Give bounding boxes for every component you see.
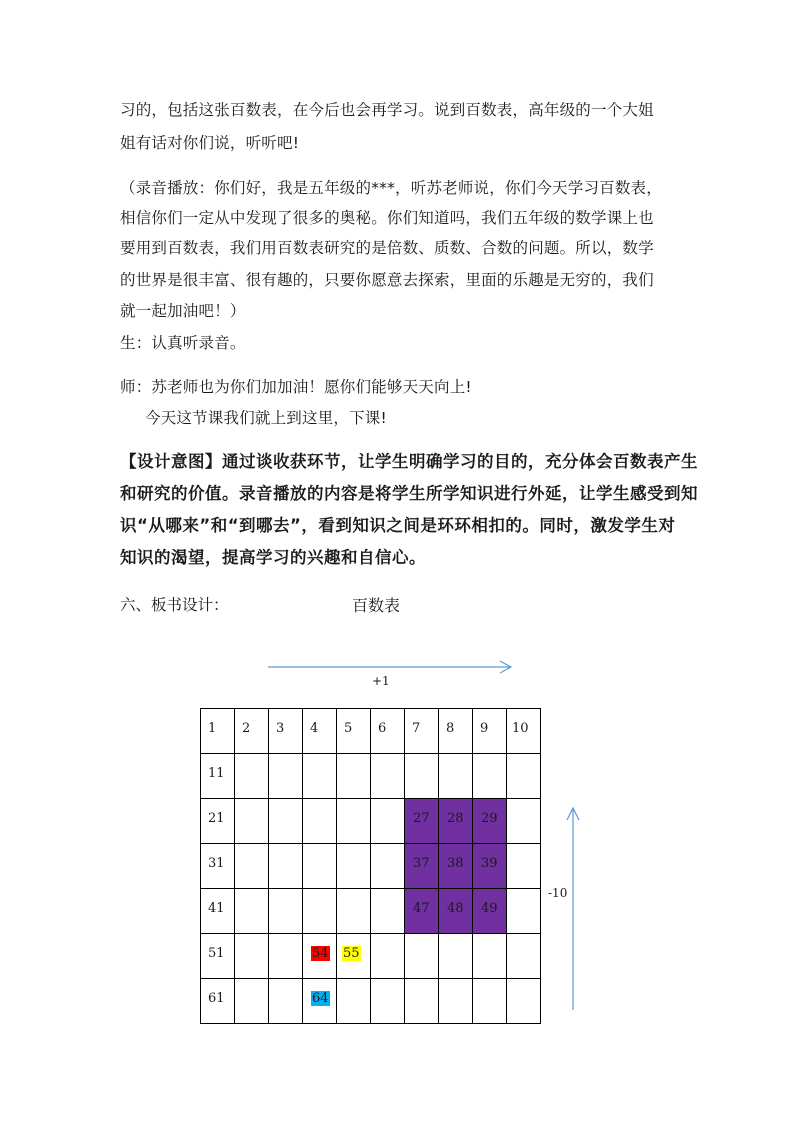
grid-cell [371, 844, 405, 889]
grid-row [201, 799, 541, 844]
grid-cell-highlighted: 48 [439, 889, 473, 934]
paragraph-line: 相信你们一定从中发现了很多的奥秘。你们知道吗，我们五年级的数学课上也 [120, 209, 654, 227]
grid-cell [507, 934, 541, 979]
grid-cell: 51 [201, 934, 235, 979]
grid-cell [235, 979, 269, 1024]
right-arrow-icon [268, 661, 511, 673]
design-intent-line: 知识的渴望，提高学习的兴趣和自信心。 [120, 548, 426, 567]
grid-cell [473, 979, 507, 1024]
grid-cell [235, 934, 269, 979]
board-title: 百数表 [352, 596, 401, 615]
grid-cell [269, 889, 303, 934]
grid-cell [337, 889, 371, 934]
grid-cell [337, 844, 371, 889]
grid-cell [269, 799, 303, 844]
grid-cell [235, 844, 269, 889]
grid-cell [337, 979, 371, 1024]
grid-cell: 7 [405, 709, 439, 754]
grid-cell-highlighted: 49 [473, 889, 507, 934]
red-marked-number: 54 [312, 946, 329, 961]
grid-cell [371, 934, 405, 979]
paragraph-line: （录音播放：你们好，我是五年级的***，听苏老师说，你们今天学习百数表， [120, 179, 662, 197]
grid-cell [235, 889, 269, 934]
paragraph-line: 就一起加油吧！） [120, 302, 246, 320]
grid-cell: 6 [371, 709, 405, 754]
grid-cell: 1 [201, 709, 235, 754]
grid-cell [507, 979, 541, 1024]
grid-cell: 10 [507, 709, 541, 754]
grid-cell [303, 844, 337, 889]
minus-ten-label: -10 [548, 886, 568, 900]
grid-cell [303, 979, 337, 1024]
paragraph-line: 姐有话对你们说，听听吧! [120, 134, 300, 152]
grid-cell [507, 889, 541, 934]
grid-cell [371, 979, 405, 1024]
grid-row [201, 709, 541, 754]
grid-cell [507, 799, 541, 844]
yellow-marked-number: 55 [343, 946, 360, 961]
grid-row [201, 889, 541, 934]
paragraph-line: 要用到百数表，我们用百数表研究的是倍数、质数、合数的问题。所以，数学 [120, 239, 654, 257]
paragraph-line: 生：认真听录音。 [120, 334, 246, 352]
grid-row [201, 979, 541, 1024]
grid-cell [439, 979, 473, 1024]
grid-cell [337, 799, 371, 844]
grid-cell [269, 979, 303, 1024]
grid-cell [303, 799, 337, 844]
grid-cell-highlighted: 39 [473, 844, 507, 889]
grid-cell [303, 754, 337, 799]
grid-cell [405, 979, 439, 1024]
grid-cell [405, 934, 439, 979]
grid-cell: 3 [269, 709, 303, 754]
design-intent-line: 【设计意图】通过谈收获环节，让学生明确学习的目的，充分体会百数表产生 [120, 452, 698, 471]
grid-cell: 5 [337, 709, 371, 754]
grid-cell [269, 934, 303, 979]
grid-cell: 9 [473, 709, 507, 754]
grid-cell-highlighted: 29 [473, 799, 507, 844]
paragraph-line: 师：苏老师也为你们加加油！愿你们能够天天向上! [120, 378, 472, 396]
hundred-chart [200, 708, 541, 1024]
grid-cell [405, 754, 439, 799]
grid-cell: 41 [201, 889, 235, 934]
plus-one-label: +1 [372, 674, 390, 688]
grid-cell [371, 889, 405, 934]
blue-marked-number: 64 [312, 991, 329, 1006]
grid-cell [507, 844, 541, 889]
grid-cell [371, 799, 405, 844]
grid-row [201, 844, 541, 889]
grid-row [201, 754, 541, 799]
grid-cell [439, 754, 473, 799]
grid-cell-highlighted: 38 [439, 844, 473, 889]
grid-cell-highlighted: 28 [439, 799, 473, 844]
grid-cell [235, 754, 269, 799]
grid-cell-highlighted: 27 [405, 799, 439, 844]
paragraph-line: 的世界是很丰富、很有趣的，只要你愿意去探索，里面的乐趣是无穷的，我们 [120, 271, 654, 289]
grid-cell: 11 [201, 754, 235, 799]
grid-row [201, 934, 541, 979]
grid-cell [235, 799, 269, 844]
grid-cell [269, 754, 303, 799]
grid-cell-highlighted: 37 [405, 844, 439, 889]
grid-cell [269, 844, 303, 889]
section-label: 六、板书设计： [120, 596, 229, 614]
grid-cell [439, 934, 473, 979]
grid-cell: 61 [201, 979, 235, 1024]
grid-cell [303, 934, 337, 979]
grid-cell: 2 [235, 709, 269, 754]
grid-cell: 31 [201, 844, 235, 889]
grid-cell: 8 [439, 709, 473, 754]
grid-cell [507, 754, 541, 799]
up-arrow-icon [567, 808, 579, 1010]
grid-cell [473, 754, 507, 799]
design-intent-line: 和研究的价值。录音播放的内容是将学生所学知识进行外延，让学生感受到知 [120, 484, 698, 503]
grid-cell-highlighted: 47 [405, 889, 439, 934]
design-intent-line: 识“从哪来”和“到哪去”，看到知识之间是环环相扣的。同时，激发学生对 [120, 516, 676, 535]
grid-cell: 21 [201, 799, 235, 844]
grid-cell [371, 754, 405, 799]
grid-cell [473, 934, 507, 979]
grid-cell [337, 754, 371, 799]
paragraph-line: 习的，包括这张百数表，在今后也会再学习。说到百数表，高年级的一个大姐 [120, 101, 654, 119]
grid-cell [337, 934, 371, 979]
paragraph-line: 今天这节课我们就上到这里，下课! [145, 409, 387, 427]
grid-cell [303, 889, 337, 934]
grid-cell: 4 [303, 709, 337, 754]
